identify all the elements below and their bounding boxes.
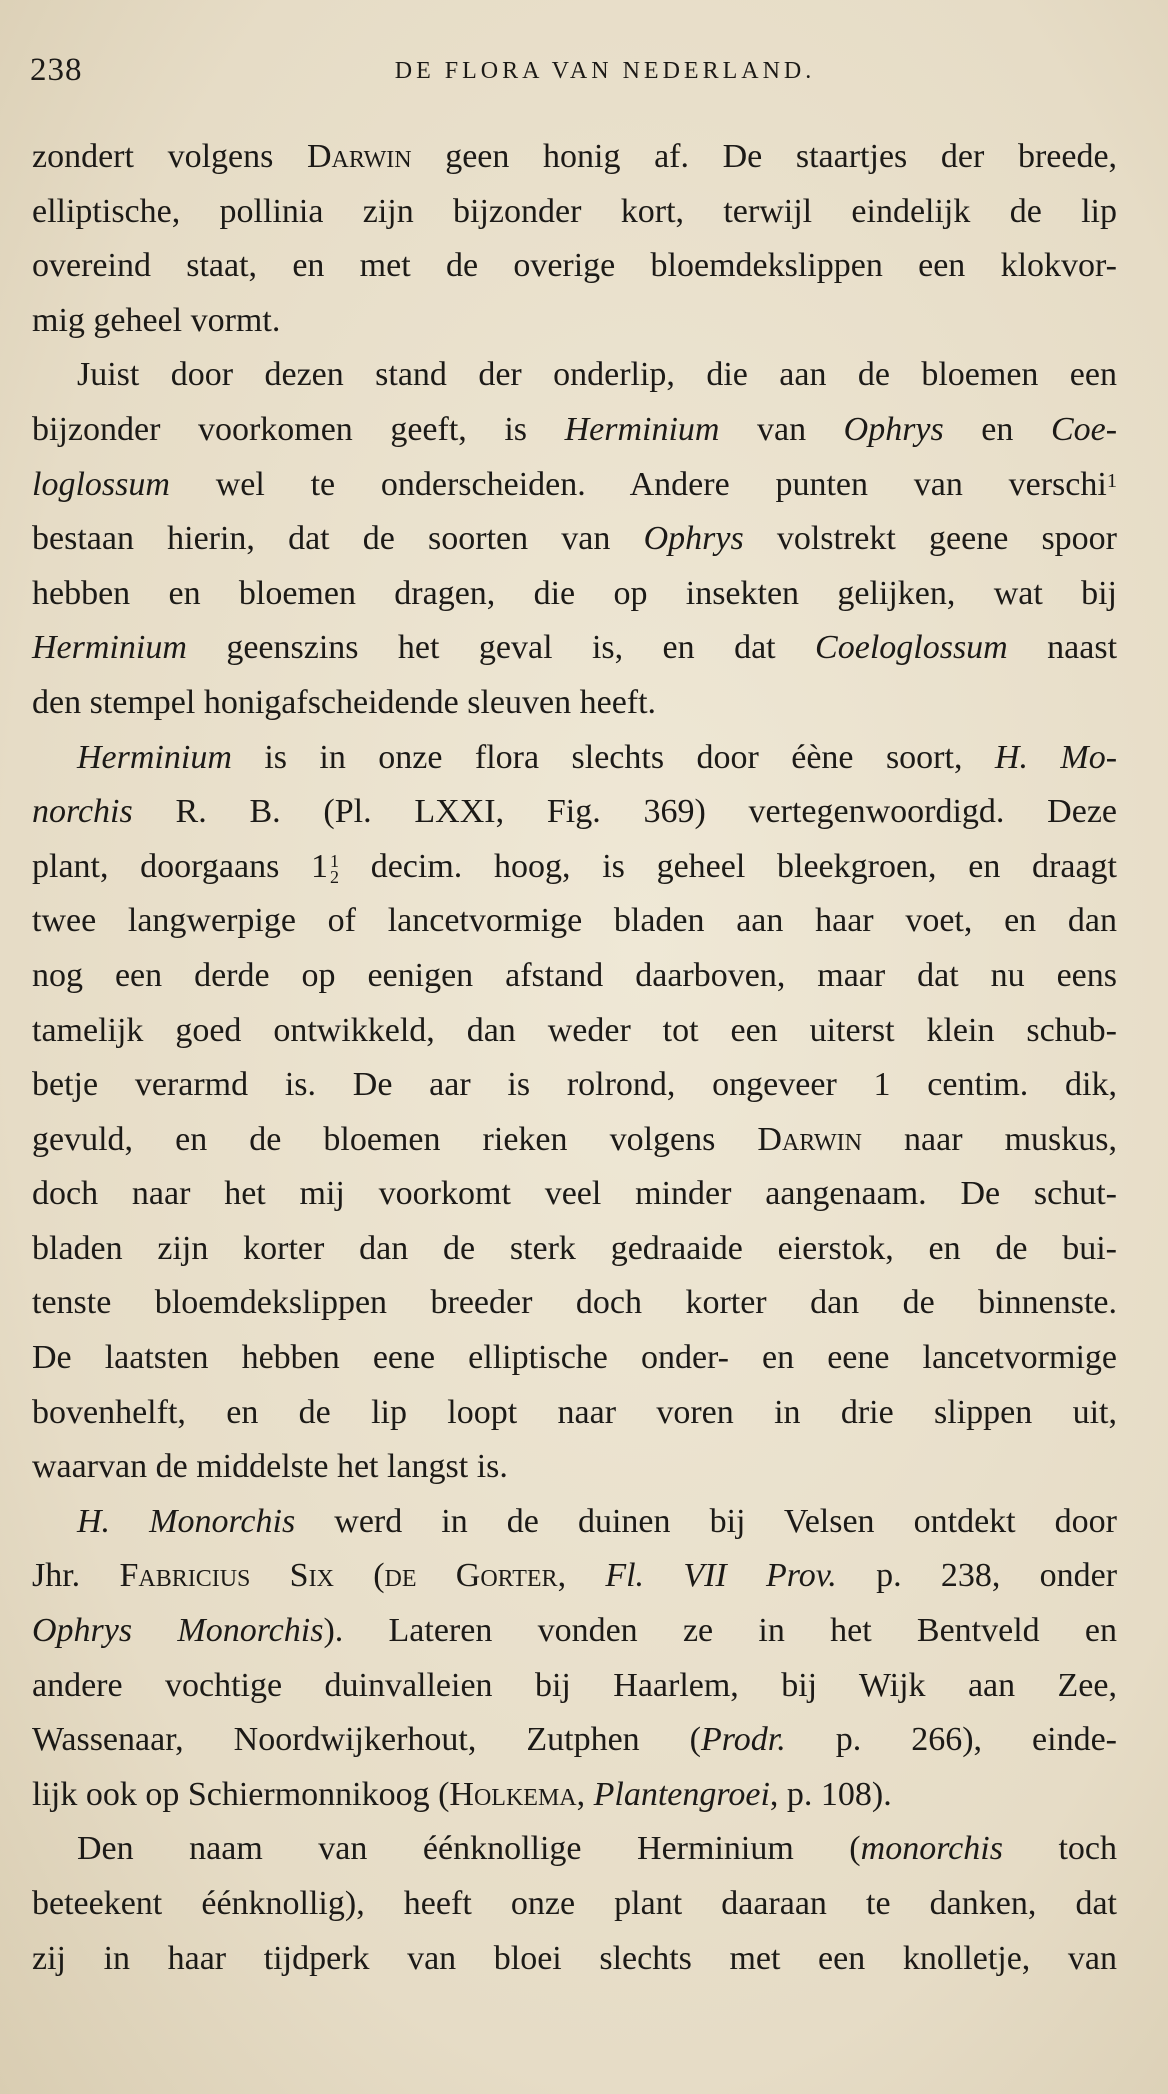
taxon-name: Coeloglossum (815, 629, 1008, 667)
text-line: zondert volgens Darwin geen honig af. De staartjes der breede, (32, 138, 1118, 175)
author-name: de Gorter (384, 1557, 558, 1595)
text-line: hebben en bloemen dragen, die op insekten gelijken, wat bij (32, 574, 1117, 612)
running-title: DE FLORA VAN NEDERLAND. (394, 58, 816, 84)
text-line: tenste bloemdekslippen breeder doch korter dan de binnenste. (32, 1284, 1117, 1322)
text-line: overeind staat, en met de overige bloemdekslippen een klokvor- (32, 247, 1117, 285)
text-line: Herminium is in onze flora slechts door éène soort, H. Mo- (77, 738, 1118, 776)
reference-title: Fl. VII Prov. (605, 1557, 837, 1595)
taxon-name: loglossum (32, 465, 170, 503)
text-line: Juist door dezen stand der onderlip, die aan de bloemen een (77, 356, 1117, 394)
text-line: De laatsten hebben eene elliptische onder- en eene lancetvormige (32, 1339, 1117, 1377)
text-line: zij in haar tijdperk van bloei slechts met een knolletje, van (32, 1939, 1117, 1977)
author-name: Darwin (307, 138, 412, 175)
text-line: den stempel honigafscheidende sleuven heeft. (32, 683, 657, 721)
page-number: 238 (30, 52, 83, 88)
text-line: Ophrys Monorchis). Lateren vonden ze in het Bentveld en (32, 1612, 1117, 1650)
text-line: doch naar het mij voorkomt veel minder aangenaam. De schut- (32, 1175, 1117, 1213)
author-name: Darwin (757, 1120, 862, 1158)
taxon-name: H. Mo- (994, 738, 1118, 776)
text-line: lijk ook op Schiermonnikoog (Holkema, Plantengroei, p. 108). (32, 1775, 892, 1813)
text-line: Wassenaar, Noordwijkerhout, Zutphen (Prodr. p. 266), einde- (32, 1721, 1118, 1759)
taxon-name: Herminium (564, 410, 720, 448)
text-line: norchis R. B. (Pl. LXXI, Fig. 369) vertegenwoordigd. Deze (32, 793, 1118, 831)
author-name: Holkema (449, 1775, 577, 1813)
text-line: tamelijk goed ontwikkeld, dan weder tot een uiterst klein schub- (32, 1011, 1117, 1049)
text-line: H. Monorchis werd in de duinen bij Velsen ontdekt door (77, 1502, 1117, 1540)
page-header (30, 52, 1120, 102)
taxon-name: norchis (32, 793, 133, 831)
taxon-name: Ophrys Monorchis (32, 1612, 324, 1650)
text-line: beteekent éénknollig), heeft onze plant daaraan te danken, dat (32, 1885, 1117, 1922)
text-line: bladen zijn korter dan de sterk gedraaide eierstok, en de bui- (32, 1229, 1117, 1267)
text-line: andere vochtige duinvalleien bij Haarlem, bij Wijk aan Zee, (32, 1666, 1117, 1704)
text-line: nog een derde op eenigen afstand daarboven, maar dat nu eens (32, 956, 1117, 994)
text-line: Jhr. Fabricius Six (de Gorter, Fl. VII Prov. p. 238, onder (32, 1557, 1118, 1595)
reference-title: Prodr. (701, 1721, 786, 1759)
text-line: elliptische, pollinia zijn bijzonder kort, terwijl eindelijk de lip (32, 192, 1117, 230)
taxon-name: Coe- (1050, 410, 1118, 448)
text-line: loglossum wel te onderscheiden. Andere punten van verschi$^1$ (32, 465, 1118, 503)
reference-title: Plantengroei (593, 1775, 770, 1813)
taxon-name: Ophrys (643, 520, 744, 558)
taxon-name: H. Monorchis (77, 1502, 296, 1540)
body-text (32, 130, 1117, 1986)
text-line: bestaan hierin, dat de soorten van Ophrys volstrekt geene spoor (32, 520, 1118, 558)
text-line: bovenhelft, en de lip loopt naar voren in drie slippen uit, (32, 1393, 1117, 1431)
author-name: Fabricius Six (119, 1557, 334, 1595)
text-line: Den naam van éénknollige Herminium (monorchis toch (77, 1830, 1117, 1868)
text-line: betje verarmd is. De aar is rolrond, ongeveer 1 centim. dik, (32, 1066, 1117, 1104)
taxon-name: monorchis (860, 1830, 1003, 1868)
text-line: waarvan de middelste het langst is. (32, 1448, 508, 1486)
text-line: twee langwerpige of lancetvormige bladen aan haar voet, en dan (32, 902, 1117, 940)
taxon-name: Herminium (32, 629, 187, 667)
text-line: gevuld, en de bloemen rieken volgens Darwin naar muskus, (32, 1120, 1118, 1158)
fraction: 1 2 (330, 850, 340, 887)
text-line: bijzonder voorkomen geeft, is Herminium van Ophrys en Coe- (32, 410, 1118, 448)
text-line: Herminium geenszins het geval is, en dat Coeloglossum naast (32, 629, 1118, 667)
taxon-name: Ophrys (843, 410, 944, 448)
text-line: mig geheel vormt. (32, 301, 281, 339)
text-line: plant, doorgaans 1 1 2 decim. hoog, is geheel bleekgroen, en draagt (32, 847, 1117, 887)
taxon-name: Herminium (77, 738, 232, 776)
